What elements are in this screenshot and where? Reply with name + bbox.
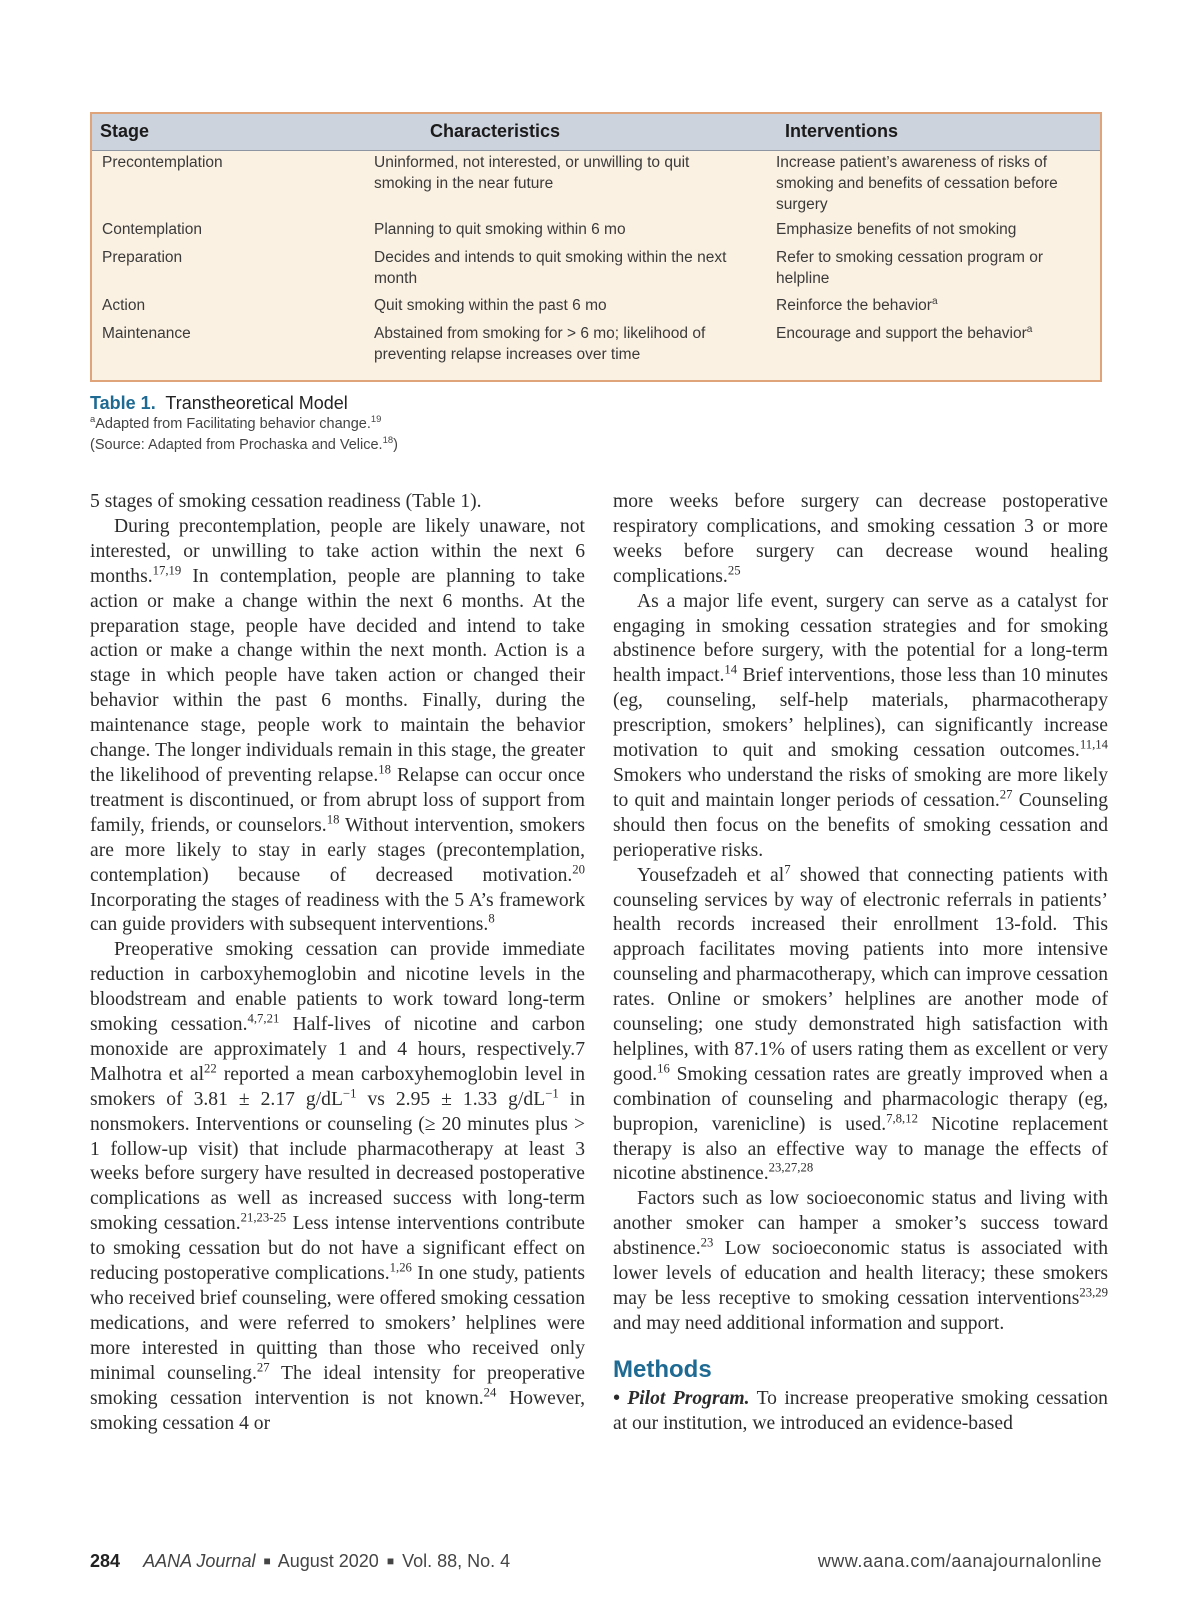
header-stage: Stage [100,121,150,141]
body-left-column [90,490,585,1436]
paragraph: Factors such as low socioeconomic status and living with another smoker can hamper a smoker’s success toward abstinence.$^{23}$ Low socioeconomic status is associated with lower levels of education and health literacy; these smokers may be less receptive to smoking cessation interventions$^{23,29}$ and may need additional information and support. [613,1188,1108,1334]
table-header-row [92,114,1100,151]
header-characteristics: Characteristics [430,121,561,141]
table-caption [90,392,398,456]
caption-title-text: Transtheoretical Model [165,393,348,413]
cell-stage: Preparation [102,249,183,266]
cell-characteristics: Quit smoking within the past 6 mo [374,297,607,314]
issue-date: August 2020 [277,1551,379,1571]
paragraph: Yousefzadeh et $al^7$ showed that connecting patients with counseling services by way of electronic referrals in patients’ health records increased their enrollment 13-fold. This approach facilitates moving patients into more intensive counseling and pharmacotherapy, which can improve cessation rates. Online or smokers’ helplines are another mode of counseling; one study demonstrated high satisfaction with helplines, with 87.1% of users rating them as excellent or very good.$^{16}$ Smoking cessation rates are greatly improved when a combination of counseling and pharmacologic therapy (eg, bupropion, varenicline) is used.$^{7,8,12}$ Nicotine replacement therapy is also an effective way to manage the effects of nicotine abstinence.$^{23,27,28}$ [613,862,1109,1185]
cell-stage: Maintenance [102,325,191,342]
paragraph: more weeks before surgery can decrease postoperative respiratory complications, and smoking cessation 3 or more weeks before surgery can decrease wound healing complications.$^{25}$ [613,491,1108,587]
paragraph: Preoperative smoking cessation can provide immediate reduction in carboxyhemoglobin and nicotine levels in the bloodstream and enable patients to work toward long-term smoking cessation.$^{4,7,21}$ Half-lives of nicotine and carbon monoxide are approximately 1 and 4 hours, respectively.7 Malhotra et $al^{22}$ reported a mean carboxyhemoglobin level in smokers of 3.81 ± 2.17 $g/dL^{-1}$ vs 2.95 ± 1.33 $g/dL^{-1}$ in nonsmokers. Interventions or counseling (≥ 20 minutes plus > 1 follow-up visit) that include pharmacotherapy at least 3 weeks before surgery have resulted in decreased postoperative complications as well as increased success with long-term smoking cessation.$^{21,23-25}$ Less intense interventions contribute to smoking cessation but do not have a significant effect on reducing postoperative complications.$^{1,26}$ In one study, patients who received brief counseling, were offered smoking cessation medications, and were referred to smokers’ helplines were more interested in quitting than those who received only minimal counseling.$^{27}$ The ideal intensity for preoperative smoking cessation intervention is not known.$^{24}$ However, smoking cessation 4 or [90,939,586,1434]
header-interventions: Interventions [785,121,899,141]
section-heading-methods: Methods [613,1355,712,1383]
cell-characteristics: Abstained from smoking for > 6 mo; likelihood of preventing relapse increases over time [374,325,706,363]
journal-url: www.aana.com/aanajournalonline [817,1551,1102,1571]
paragraph: • Pilot Program. To increase preoperative smoking cessation at our institution, we introduced an evidence-based [613,1387,1108,1434]
journal-name: AANA Journal [143,1551,256,1571]
separator-icon: ■ [263,1554,271,1568]
footnote-marker: a [1026,323,1033,335]
table-transtheoretical-model [90,112,1102,382]
cell-stage: Action [102,297,146,314]
separator-icon: ■ [386,1554,395,1568]
cell-characteristics: Decides and intends to quit smoking within the next month [374,249,727,287]
body-right-column [613,490,1108,1437]
paragraph: 5 stages of smoking cessation readiness (Table 1). [90,491,482,512]
caption-note-adapted: $^a$Adapted from Facilitating behavior change.$^{19}$ [90,413,382,432]
pilot-program-label: • Pilot Program. [613,1387,750,1409]
footnote-marker: a [931,295,938,307]
volume: Vol. 88, No. 4 [402,1551,511,1571]
cell-interventions: Emphasize benefits of not smoking [776,221,1017,238]
cell-characteristics: Planning to quit smoking within 6 mo [374,221,626,238]
cell-stage: Contemplation [102,221,202,238]
cell-characteristics: Uninformed, not interested, or unwilling to quit smoking in the near future [374,154,690,192]
caption-note-source: (Source: Adapted from Prochaska and Velice.$^{18}$) [90,434,398,453]
paragraph: As a major life event, surgery can serve as a catalyst for engaging in smoking cessation strategies and for smoking abstinence before surgery, with the potential for a long-term health impact.$^{14}$ Brief interventions, those less than 10 minutes (eg, counseling, self-help materials, pharmacotherapy prescription, smokers’ helplines), can significantly increase motivation to quit and smoking cessation outcomes.$^{11,14}$ Smokers who understand the risks of smoking are more likely to quit and maintain longer periods of cessation.$^{27}$ Counseling should then focus on the benefits of smoking cessation and perioperative risks. [613,590,1108,861]
paragraph: During precontemplation, people are likely unaware, not interested, or unwilling to take action within the next 6 months.$^{17,19}$ In contemplation, people are planning to take action or make a change within the next 6 months. At the preparation stage, people have decided and intend to take action or make a change within the next month. Action is a stage in which people have taken action or changed their behavior within the past 6 months. Finally, during the maintenance stage, people work to maintain the behavior change. The longer individuals remain in this stage, the greater the likelihood of preventing relapse.$^{18}$ Relapse can occur once treatment is discontinued, or from abrupt loss of support from family, friends, or counselors.$^{18}$ Without intervention, smokers are more likely to stay in early stages (precontemplation, contemplation) because of decreased motivation.$^{20}$ Incorporating the stages of readiness with the 5 A’s framework can guide providers with subsequent interventions.$^8$ [90,515,585,936]
page-number: 284 [90,1551,121,1571]
cell-interventions: Increase patient’s awareness of risks of smoking and benefits of cessation before surgery [776,154,1058,213]
cell-interventions: Refer to smoking cessation program or helpline [776,249,1044,287]
caption-title [90,392,398,414]
cell-interventions: Reinforce the behavior$^a$ [776,295,938,314]
caption-label: Table 1. [90,393,156,413]
page-footer [90,1551,1102,1577]
cell-stage: Precontemplation [102,154,223,171]
cell-interventions: Encourage and support the behavior$^a$ [776,323,1033,342]
